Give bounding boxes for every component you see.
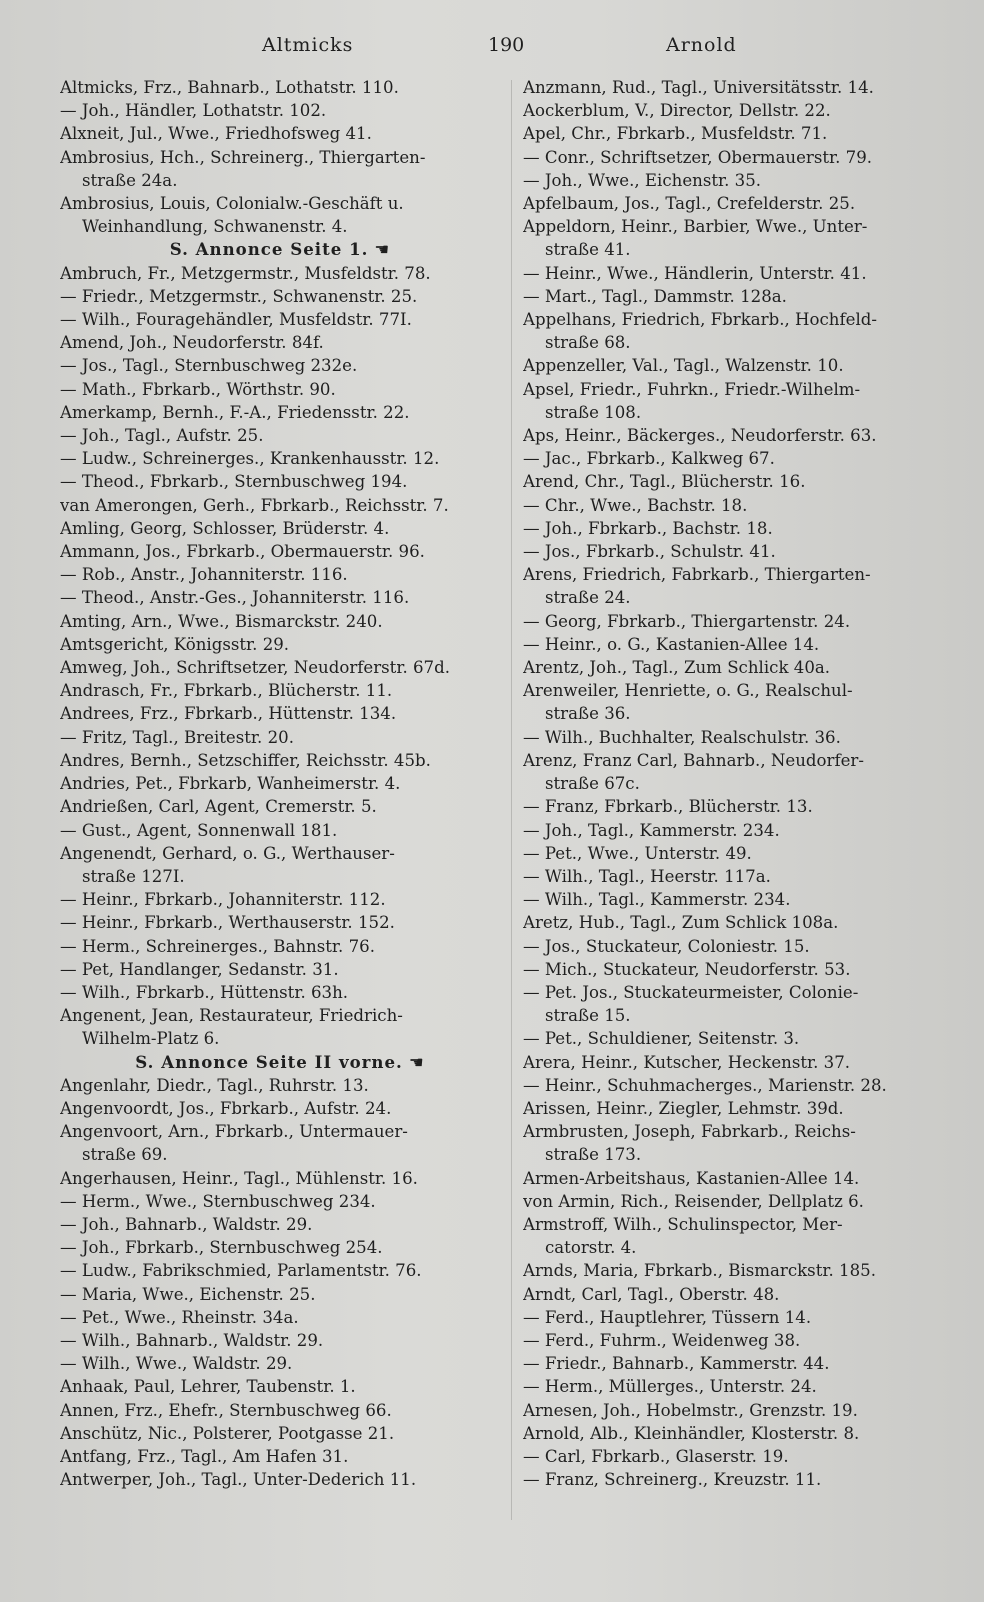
directory-entry [523, 1167, 963, 1190]
entry-text: S. Annonce Seite II vorne. [135, 1051, 403, 1072]
entry-text: — Pet, Handlanger, Sedanstr. 31. [60, 959, 339, 979]
entry-text: Amtsgericht, Königsstr. 29. [60, 634, 290, 654]
entry-text: — Franz, Schreinerg., Kreuzstr. 11. [523, 1470, 822, 1490]
entry-text: — Ludw., Fabrikschmied, Parlamentstr. 76. [60, 1261, 422, 1281]
directory-entry [60, 1259, 500, 1282]
directory-entry [523, 1004, 963, 1027]
entry-text: Apsel, Friedr., Fuhrkn., Friedr.-Wilhelm- [523, 379, 861, 399]
entry-text: — Pet. Jos., Stuckateurmeister, Colonie- [523, 982, 859, 1002]
entry-text: — Joh., Händler, Lothatstr. 102. [60, 101, 327, 121]
entry-text: — Ferd., Hauptlehrer, Tüssern 14. [523, 1307, 812, 1327]
entry-text: — Chr., Wwe., Bachstr. 18. [523, 495, 748, 515]
entry-text: — Conr., Schriftsetzer, Obermauerstr. 79. [523, 147, 873, 167]
entry-text: Arissen, Heinr., Ziegler, Lehmstr. 39d. [523, 1098, 844, 1118]
annonce-note [60, 1051, 500, 1074]
directory-entry [60, 610, 500, 633]
entry-text: straße 15. [545, 1006, 631, 1026]
entry-text: Arenweiler, Henriette, o. G., Realschul- [523, 681, 853, 701]
directory-entry [60, 1143, 500, 1166]
directory-entry [60, 981, 500, 1004]
directory-entry [60, 842, 500, 865]
entry-text: — Heinr., Fbrkarb., Werthauserstr. 152. [60, 913, 395, 933]
directory-entry [523, 1074, 963, 1097]
directory-entry [60, 517, 500, 540]
directory-entry [60, 1004, 500, 1027]
directory-entry [523, 981, 963, 1004]
directory-entry [60, 1468, 500, 1491]
directory-entry [523, 215, 963, 238]
entry-text: Antfang, Frz., Tagl., Am Hafen 31. [60, 1446, 349, 1466]
entry-text: Angenent, Jean, Restaurateur, Friedrich- [60, 1006, 403, 1026]
header-right-keyword: Arnold [666, 34, 737, 56]
directory-entry [60, 1422, 500, 1445]
right-column [523, 76, 963, 1491]
directory-entry [60, 192, 500, 215]
directory-entry [523, 795, 963, 818]
directory-entry [60, 1306, 500, 1329]
directory-entry [523, 1399, 963, 1422]
entry-text: straße 41. [545, 240, 631, 260]
entry-text: — Wilh., Buchhalter, Realschulstr. 36. [523, 727, 841, 747]
entry-text: — Joh., Fbrkarb., Sternbuschweg 254. [60, 1238, 383, 1258]
directory-entry [523, 911, 963, 934]
pointing-hand-icon: ☚ [408, 1052, 425, 1072]
entry-text: — Ludw., Schreinerges., Krankenhausstr. 12. [60, 449, 440, 469]
entry-text: Arentz, Joh., Tagl., Zum Schlick 40a. [523, 658, 831, 678]
directory-entry [523, 1352, 963, 1375]
entry-text: Amend, Joh., Neudorferstr. 84f. [60, 333, 324, 353]
directory-entry [523, 1143, 963, 1166]
entry-text: — Franz, Fbrkarb., Blücherstr. 13. [523, 797, 813, 817]
directory-entry [523, 238, 963, 261]
directory-entry [60, 749, 500, 772]
directory-entry [60, 702, 500, 725]
entry-text: — Wilh., Bahnarb., Waldstr. 29. [60, 1330, 324, 1350]
entry-text: — Mart., Tagl., Dammstr. 128a. [523, 286, 787, 306]
directory-entry [60, 540, 500, 563]
entry-text: Arenz, Franz Carl, Bahnarb., Neudorfer- [523, 750, 864, 770]
directory-entry [60, 215, 500, 238]
directory-entry [523, 1375, 963, 1398]
entry-text: — Joh., Tagl., Aufstr. 25. [60, 426, 264, 446]
directory-entry [523, 1329, 963, 1352]
entry-text: Apfelbaum, Jos., Tagl., Crefelderstr. 25. [523, 194, 856, 214]
directory-entry [60, 99, 500, 122]
entry-text: Ammann, Jos., Fbrkarb., Obermauerstr. 96. [60, 542, 425, 562]
left-column [60, 76, 500, 1491]
entry-text: Angenendt, Gerhard, o. G., Werthauser- [60, 843, 395, 863]
directory-entry [523, 517, 963, 540]
entry-text: — Wilh., Tagl., Kammerstr. 234. [523, 890, 791, 910]
directory-entry [523, 146, 963, 169]
directory-entry [523, 1051, 963, 1074]
directory-entry [523, 586, 963, 609]
directory-entry [523, 1213, 963, 1236]
entry-text: — Math., Fbrkarb., Wörthstr. 90. [60, 379, 336, 399]
entry-text: Wilhelm-Platz 6. [82, 1029, 220, 1049]
directory-entry [60, 1445, 500, 1468]
entry-text: van Amerongen, Gerh., Fbrkarb., Reichsstr. 7. [60, 495, 449, 515]
directory-entry [60, 354, 500, 377]
entry-text: Amweg, Joh., Schriftsetzer, Neudorferstr. 67d. [60, 658, 451, 678]
entry-text: Aockerblum, V., Director, Dellstr. 22. [523, 101, 831, 121]
entry-text: Altmicks, Frz., Bahnarb., Lothatstr. 110. [60, 78, 399, 97]
entry-text: — Maria, Wwe., Eichenstr. 25. [60, 1284, 316, 1304]
entry-text: — Herm., Wwe., Sternbuschweg 234. [60, 1191, 376, 1211]
directory-entry [523, 99, 963, 122]
directory-entry [60, 308, 500, 331]
entry-text: — Friedr., Bahnarb., Kammerstr. 44. [523, 1354, 830, 1374]
entry-text: Arens, Friedrich, Fabrkarb., Thiergarten- [523, 565, 871, 585]
annonce-note [60, 238, 500, 261]
entry-text: — Wilh., Fbrkarb., Hüttenstr. 63h. [60, 982, 349, 1002]
entry-text: — Jos., Stuckateur, Coloniestr. 15. [523, 936, 810, 956]
entry-text: straße 36. [545, 704, 631, 724]
page-number: 190 [488, 34, 525, 56]
directory-entry [523, 1120, 963, 1143]
entry-text: — Mich., Stuckateur, Neudorferstr. 53. [523, 959, 851, 979]
pointing-hand-icon: ☚ [374, 240, 391, 260]
directory-entry [523, 331, 963, 354]
entry-text: Andrees, Frz., Fbrkarb., Hüttenstr. 134. [60, 704, 397, 724]
directory-entry [60, 470, 500, 493]
directory-entry [60, 586, 500, 609]
entry-text: Arera, Heinr., Kutscher, Heckenstr. 37. [523, 1052, 851, 1072]
directory-entry [60, 958, 500, 981]
directory-entry [523, 1236, 963, 1259]
entry-text: straße 24a. [82, 170, 178, 190]
entry-text: Angenvoort, Arn., Fbrkarb., Untermauer- [60, 1122, 408, 1142]
directory-entry [523, 1259, 963, 1282]
entry-text: Armbrusten, Joseph, Fabrkarb., Reichs- [523, 1122, 856, 1142]
directory-entry [523, 958, 963, 981]
directory-entry [60, 656, 500, 679]
directory-entry [60, 772, 500, 795]
entry-text: — Wilh., Wwe., Waldstr. 29. [60, 1354, 293, 1374]
directory-entry [60, 424, 500, 447]
directory-entry [60, 76, 500, 99]
entry-text: Andres, Bernh., Setzschiffer, Reichsstr. 45b. [60, 750, 431, 770]
directory-entry [60, 378, 500, 401]
entry-text: S. Annonce Seite 1. [169, 239, 369, 260]
entry-text: — Pet., Wwe., Rheinstr. 34a. [60, 1307, 299, 1327]
entry-text: straße 24. [545, 588, 631, 608]
entry-text: straße 69. [82, 1145, 168, 1165]
entry-text: — Gust., Agent, Sonnenwall 181. [60, 820, 338, 840]
directory-entry [523, 192, 963, 215]
entry-text: straße 127I. [82, 866, 185, 886]
directory-entry [523, 1190, 963, 1213]
directory-entry [523, 1306, 963, 1329]
entry-text: — Pet., Schuldiener, Seitenstr. 3. [523, 1029, 800, 1049]
directory-entry [523, 494, 963, 517]
entry-text: Aps, Heinr., Bäckerges., Neudorferstr. 63. [523, 426, 877, 446]
directory-entry [523, 935, 963, 958]
directory-entry [523, 726, 963, 749]
entry-text: Arnds, Maria, Fbrkarb., Bismarckstr. 185. [523, 1261, 876, 1281]
entry-text: — Heinr., Wwe., Händlerin, Unterstr. 41. [523, 263, 867, 283]
entry-text: Andries, Pet., Fbrkarb, Wanheimerstr. 4. [60, 774, 401, 794]
directory-entry [60, 494, 500, 517]
directory-entry [60, 865, 500, 888]
entry-text: Amerkamp, Bernh., F.-A., Friedensstr. 22. [60, 402, 410, 422]
entry-text: — Heinr., Fbrkarb., Johanniterstr. 112. [60, 890, 386, 910]
directory-entry [60, 1074, 500, 1097]
entry-text: Antwerper, Joh., Tagl., Unter-Dederich 11. [60, 1470, 417, 1490]
directory-entry [523, 540, 963, 563]
directory-entry [523, 447, 963, 470]
entry-text: straße 68. [545, 333, 631, 353]
directory-entry [60, 679, 500, 702]
directory-entry [523, 1445, 963, 1468]
entry-text: — Theod., Anstr.-Ges., Johanniterstr. 116. [60, 588, 410, 608]
directory-entry [523, 76, 963, 99]
directory-entry [60, 447, 500, 470]
directory-entry [60, 1097, 500, 1120]
directory-entry [523, 470, 963, 493]
directory-entry [523, 262, 963, 285]
entry-text: Appenzeller, Val., Tagl., Walzenstr. 10. [523, 356, 844, 376]
entry-text: — Theod., Fbrkarb., Sternbuschweg 194. [60, 472, 408, 492]
directory-entry [60, 285, 500, 308]
column-divider [511, 80, 512, 1520]
directory-entry [523, 308, 963, 331]
directory-entry [60, 146, 500, 169]
page-header [0, 28, 984, 68]
entry-text: Armen-Arbeitshaus, Kastanien-Allee 14. [523, 1168, 860, 1188]
directory-entry [523, 819, 963, 842]
entry-text: Arnold, Alb., Kleinhändler, Klosterstr. 8. [523, 1423, 860, 1443]
entry-text: Ambrosius, Louis, Colonialw.-Geschäft u. [60, 194, 404, 214]
directory-entry [523, 1027, 963, 1050]
entry-text: — Joh., Bahnarb., Waldstr. 29. [60, 1214, 313, 1234]
directory-entry [523, 772, 963, 795]
entry-text: — Joh., Fbrkarb., Bachstr. 18. [523, 518, 773, 538]
entry-text: Anhaak, Paul, Lehrer, Taubenstr. 1. [60, 1377, 356, 1397]
directory-entry [60, 563, 500, 586]
entry-text: Arend, Chr., Tagl., Blücherstr. 16. [523, 472, 806, 492]
directory-entry [523, 285, 963, 308]
entry-text: — Herm., Schreinerges., Bahnstr. 76. [60, 936, 375, 956]
entry-text: — Heinr., Schuhmacherges., Marienstr. 28. [523, 1075, 887, 1095]
entry-text: — Joh., Wwe., Eichenstr. 35. [523, 170, 762, 190]
entry-text: — Joh., Tagl., Kammerstr. 234. [523, 820, 780, 840]
entry-text: Amling, Georg, Schlosser, Brüderstr. 4. [60, 518, 390, 538]
directory-entry [60, 1352, 500, 1375]
entry-text: Andrießen, Carl, Agent, Cremerstr. 5. [60, 797, 377, 817]
directory-entry [60, 1399, 500, 1422]
entry-text: — Pet., Wwe., Unterstr. 49. [523, 843, 752, 863]
directory-entry [523, 122, 963, 145]
directory-entry [523, 1422, 963, 1445]
entry-text: Alxneit, Jul., Wwe., Friedhofsweg 41. [60, 124, 372, 144]
entry-text: Aretz, Hub., Tagl., Zum Schlick 108a. [523, 913, 839, 933]
directory-entry [60, 1329, 500, 1352]
directory-entry [523, 424, 963, 447]
header-left-keyword: Altmicks [262, 34, 354, 56]
directory-entry [523, 702, 963, 725]
directory-entry [60, 122, 500, 145]
entry-text: — Wilh., Fouragehändler, Musfeldstr. 77I. [60, 310, 412, 330]
directory-entry [523, 563, 963, 586]
entry-text: straße 173. [545, 1145, 642, 1165]
entry-text: — Jac., Fbrkarb., Kalkweg 67. [523, 449, 775, 469]
directory-entry [523, 656, 963, 679]
entry-text: straße 108. [545, 402, 642, 422]
entry-text: Annen, Frz., Ehefr., Sternbuschweg 66. [60, 1400, 392, 1420]
directory-entry [523, 169, 963, 192]
directory-entry [60, 169, 500, 192]
directory-entry [523, 378, 963, 401]
directory-entry [60, 331, 500, 354]
directory-entry [523, 842, 963, 865]
directory-entry [523, 1097, 963, 1120]
directory-entry [523, 1283, 963, 1306]
entry-text: von Armin, Rich., Reisender, Dellplatz 6. [523, 1191, 864, 1211]
entry-text: Arnesen, Joh., Hobelmstr., Grenzstr. 19. [523, 1400, 858, 1420]
directory-entry [523, 401, 963, 424]
directory-entry [523, 633, 963, 656]
entry-text: straße 67c. [545, 774, 640, 794]
directory-entry [60, 633, 500, 656]
directory-entry [60, 262, 500, 285]
entry-text: — Fritz, Tagl., Breitestr. 20. [60, 727, 294, 747]
entry-text: — Georg, Fbrkarb., Thiergartenstr. 24. [523, 611, 851, 631]
entry-text: Angenvoordt, Jos., Fbrkarb., Aufstr. 24. [60, 1098, 392, 1118]
entry-text: Weinhandlung, Schwanenstr. 4. [82, 217, 348, 237]
directory-entry [60, 888, 500, 911]
entry-text: Ambrosius, Hch., Schreinerg., Thiergarten- [60, 147, 426, 167]
entry-text: Appeldorn, Heinr., Barbier, Wwe., Unter- [523, 217, 868, 237]
directory-entry [523, 679, 963, 702]
directory-entry [60, 401, 500, 424]
entry-text: Andrasch, Fr., Fbrkarb., Blücherstr. 11. [60, 681, 393, 701]
directory-entry [60, 911, 500, 934]
entry-text: — Friedr., Metzgermstr., Schwanenstr. 25. [60, 286, 418, 306]
directory-entry [60, 1375, 500, 1398]
directory-entry [60, 1213, 500, 1236]
directory-entry [523, 610, 963, 633]
entry-text: catorstr. 4. [545, 1238, 637, 1258]
directory-entry [523, 1468, 963, 1491]
entry-text: — Rob., Anstr., Johanniterstr. 116. [60, 565, 348, 585]
entry-text: Angerhausen, Heinr., Tagl., Mühlenstr. 16. [60, 1168, 418, 1188]
entry-text: — Heinr., o. G., Kastanien-Allee 14. [523, 634, 820, 654]
entry-text: — Jos., Tagl., Sternbuschweg 232e. [60, 356, 358, 376]
directory-entry [60, 1236, 500, 1259]
entry-text: Amting, Arn., Wwe., Bismarckstr. 240. [60, 611, 383, 631]
entry-text: Appelhans, Friedrich, Fbrkarb., Hochfeld- [523, 310, 877, 330]
directory-entry [60, 1283, 500, 1306]
directory-entry [60, 819, 500, 842]
directory-entry [60, 726, 500, 749]
entry-text: Anschütz, Nic., Polsterer, Pootgasse 21. [60, 1423, 395, 1443]
entry-text: Arndt, Carl, Tagl., Oberstr. 48. [523, 1284, 780, 1304]
directory-entry [60, 1167, 500, 1190]
directory-entry [60, 795, 500, 818]
entry-text: — Herm., Müllerges., Unterstr. 24. [523, 1377, 817, 1397]
directory-entry [60, 935, 500, 958]
entry-text: — Carl, Fbrkarb., Glaserstr. 19. [523, 1446, 789, 1466]
directory-entry [60, 1190, 500, 1213]
directory-entry [60, 1027, 500, 1050]
directory-entry [60, 1120, 500, 1143]
entry-text: — Wilh., Tagl., Heerstr. 117a. [523, 866, 771, 886]
directory-entry [523, 354, 963, 377]
entry-text: Ambruch, Fr., Metzgermstr., Musfeldstr. 78. [60, 263, 431, 283]
entry-text: Anzmann, Rud., Tagl., Universitätsstr. 14. [523, 78, 874, 97]
entry-text: Apel, Chr., Fbrkarb., Musfeldstr. 71. [523, 124, 828, 144]
directory-entry [523, 865, 963, 888]
entry-text: — Ferd., Fuhrm., Weidenweg 38. [523, 1330, 801, 1350]
directory-entry [523, 888, 963, 911]
entry-text: Angenlahr, Diedr., Tagl., Ruhrstr. 13. [60, 1075, 369, 1095]
entry-text: — Jos., Fbrkarb., Schulstr. 41. [523, 542, 776, 562]
directory-entry [523, 749, 963, 772]
entry-text: Armstroff, Wilh., Schulinspector, Mer- [523, 1214, 843, 1234]
